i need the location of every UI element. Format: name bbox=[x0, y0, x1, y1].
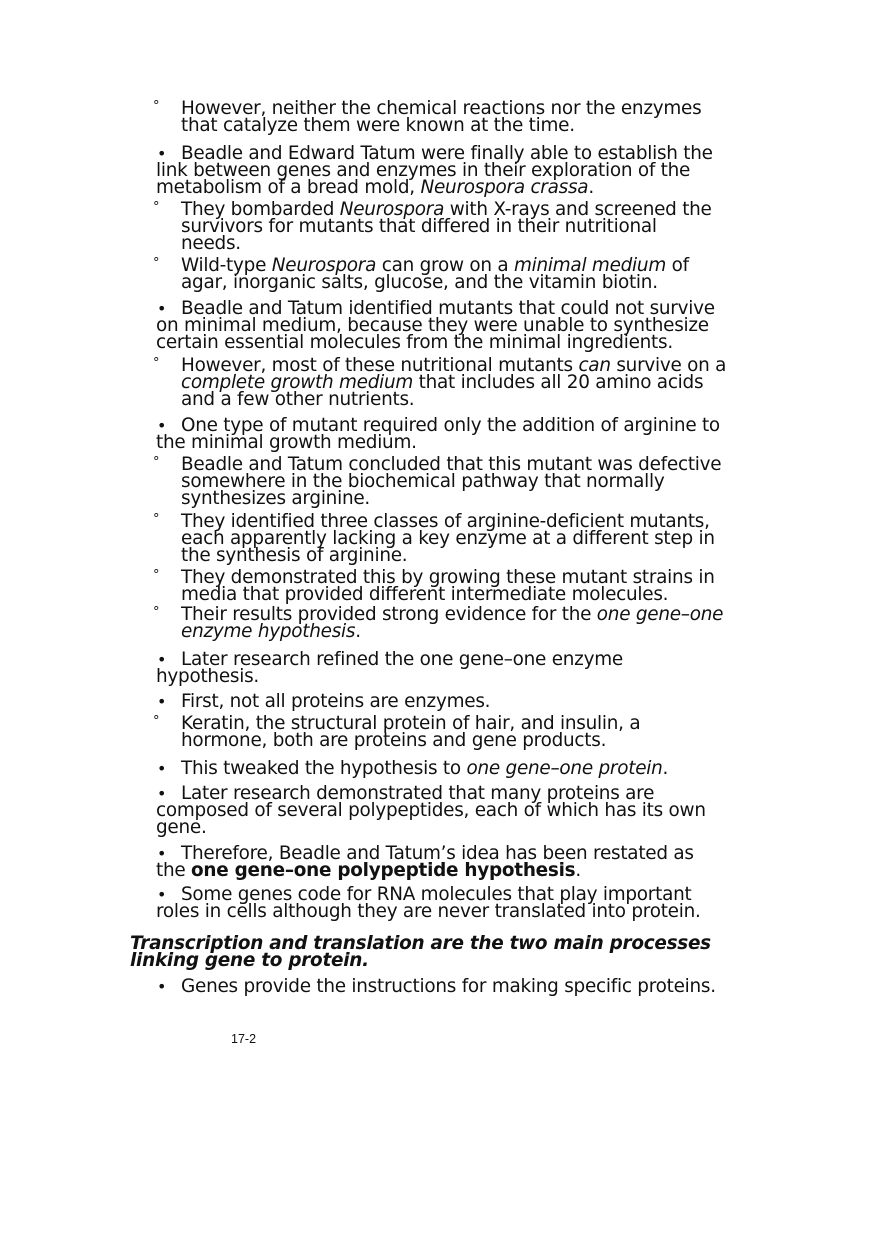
text-line: Beadle and Edward Tatum were finally able to establish the bbox=[181, 143, 713, 164]
sub-bullet-marker: ° bbox=[153, 605, 160, 620]
text-line: Keratin, the structural protein of hair, and insulin, a bbox=[181, 713, 641, 734]
text-line: Therefore, Beadle and Tatum’s idea has been restated as bbox=[181, 843, 694, 864]
bullet-point bbox=[156, 760, 668, 777]
text-line: the minimal growth medium. bbox=[156, 432, 417, 453]
bullet-marker: • bbox=[157, 650, 167, 669]
sub-bullet-marker: ° bbox=[153, 568, 160, 583]
bullet-point bbox=[156, 886, 701, 920]
sub-bullet-point bbox=[153, 713, 641, 751]
bullet-point bbox=[156, 978, 716, 995]
sub-bullet-point bbox=[153, 511, 715, 566]
emphasis-text: one gene–one bbox=[596, 604, 724, 625]
emphasis-text: Neurospora crassa bbox=[420, 177, 589, 198]
sub-bullet-marker: ° bbox=[153, 200, 160, 215]
emphasis-text: Neurospora bbox=[339, 199, 445, 220]
bullet-marker: • bbox=[157, 977, 167, 996]
bullet-marker: • bbox=[157, 692, 167, 711]
bullet-marker: • bbox=[157, 759, 167, 778]
text-line: agar, inorganic salts, glucose, and the vitamin biotin. bbox=[181, 272, 658, 293]
emphasis-text: one gene–one protein bbox=[466, 758, 663, 779]
text-line: complete growth medium that includes all 20 amino acids bbox=[181, 372, 704, 393]
emphasis-text: complete growth medium bbox=[181, 372, 414, 393]
text-line: Beadle and Tatum identified mutants that could not survive bbox=[181, 298, 715, 319]
sub-bullet-marker: ° bbox=[153, 512, 160, 527]
sub-bullet-marker: ° bbox=[153, 256, 160, 271]
emphasis-text: can bbox=[578, 355, 611, 376]
sub-bullet-point bbox=[153, 454, 722, 509]
sub-bullet-marker: ° bbox=[153, 714, 160, 729]
text-line: link between genes and enzymes in their exploration of the bbox=[156, 160, 691, 181]
sub-bullet-point bbox=[153, 567, 715, 605]
text-line: Their results provided strong evidence for the one gene–one bbox=[181, 604, 724, 625]
bullet-marker: • bbox=[157, 885, 167, 904]
text-line: that catalyze them were known at the time. bbox=[181, 115, 575, 136]
bullet-point bbox=[156, 845, 694, 879]
bullet-point bbox=[156, 693, 490, 710]
bullet-marker: • bbox=[157, 416, 167, 435]
section-heading bbox=[130, 935, 711, 969]
text-line: Wild-type Neurospora can grow on a minimal medium of bbox=[181, 255, 689, 276]
text-line: One type of mutant required only the addition of arginine to bbox=[181, 415, 720, 436]
text-line: They identified three classes of arginine-deficient mutants, bbox=[181, 511, 710, 532]
text-line: Later research demonstrated that many proteins are bbox=[181, 783, 655, 804]
text-line: on minimal medium, because they were unable to synthesize bbox=[156, 315, 709, 336]
bullet-marker: • bbox=[157, 784, 167, 803]
text-line: hormone, both are proteins and gene products. bbox=[181, 730, 607, 751]
sub-bullet-marker: ° bbox=[153, 99, 160, 114]
text-line: They demonstrated this by growing these mutant strains in bbox=[181, 567, 715, 588]
sub-bullet-marker: ° bbox=[153, 455, 160, 470]
text-line: survivors for mutants that differed in their nutritional bbox=[181, 216, 657, 237]
text-line: synthesizes arginine. bbox=[181, 488, 371, 509]
text-line: composed of several polypeptides, each of which has its own bbox=[156, 800, 706, 821]
bullet-point bbox=[156, 417, 720, 451]
emphasis-text: enzyme hypothesis bbox=[181, 621, 356, 642]
bullet-point bbox=[156, 300, 715, 351]
text-line: roles in cells although they are never translated into protein. bbox=[156, 901, 701, 922]
page-number: 17-2 bbox=[231, 1032, 257, 1046]
text-line: Transcription and translation are the two main processes bbox=[130, 933, 711, 954]
emphasis-text: minimal medium bbox=[513, 255, 666, 276]
text-line: Later research refined the one gene–one enzyme bbox=[181, 649, 623, 670]
text-line: hypothesis. bbox=[156, 666, 260, 687]
text-line: gene. bbox=[156, 817, 207, 838]
sub-bullet-point bbox=[153, 604, 724, 642]
text-line: each apparently lacking a key enzyme at a different step in bbox=[181, 528, 715, 549]
bullet-marker: • bbox=[157, 144, 167, 163]
sub-bullet-point bbox=[153, 355, 727, 410]
emphasis-text: Neurospora bbox=[271, 255, 377, 276]
text-line: However, neither the chemical reactions nor the enzymes bbox=[181, 98, 702, 119]
text-line: the one gene–one polypeptide hypothesis. bbox=[156, 860, 581, 881]
text-line: certain essential molecules from the minimal ingredients. bbox=[156, 332, 673, 353]
text-line: the synthesis of arginine. bbox=[181, 545, 408, 566]
text-line: This tweaked the hypothesis to one gene–one protein. bbox=[181, 758, 669, 779]
text-line: enzyme hypothesis. bbox=[181, 621, 361, 642]
text-line: needs. bbox=[181, 233, 241, 254]
sub-bullet-point bbox=[153, 255, 689, 293]
key-term: one gene–one polypeptide hypothesis bbox=[191, 860, 576, 881]
text-line: and a few other nutrients. bbox=[181, 389, 415, 410]
text-line: Genes provide the instructions for making specific proteins. bbox=[181, 976, 716, 997]
text-line: However, most of these nutritional mutants can survive on a bbox=[181, 355, 727, 376]
sub-bullet-point bbox=[153, 199, 712, 254]
text-line: Some genes code for RNA molecules that play important bbox=[181, 884, 692, 905]
sub-bullet-point bbox=[153, 98, 702, 136]
sub-bullet-marker: ° bbox=[153, 356, 160, 371]
bullet-point bbox=[156, 145, 713, 196]
text-line: somewhere in the biochemical pathway that normally bbox=[181, 471, 665, 492]
text-line: media that provided different intermediate molecules. bbox=[181, 584, 669, 605]
text-line: They bombarded Neurospora with X-rays and screened the bbox=[181, 199, 712, 220]
bullet-marker: • bbox=[157, 299, 167, 318]
text-line: metabolism of a bread mold, Neurospora crassa. bbox=[156, 177, 594, 198]
bullet-marker: • bbox=[157, 844, 167, 863]
text-line: First, not all proteins are enzymes. bbox=[181, 691, 491, 712]
text-line: Beadle and Tatum concluded that this mutant was defective bbox=[181, 454, 722, 475]
bullet-point bbox=[156, 785, 706, 836]
bullet-point bbox=[156, 651, 623, 685]
text-line: linking gene to protein. bbox=[130, 950, 369, 971]
